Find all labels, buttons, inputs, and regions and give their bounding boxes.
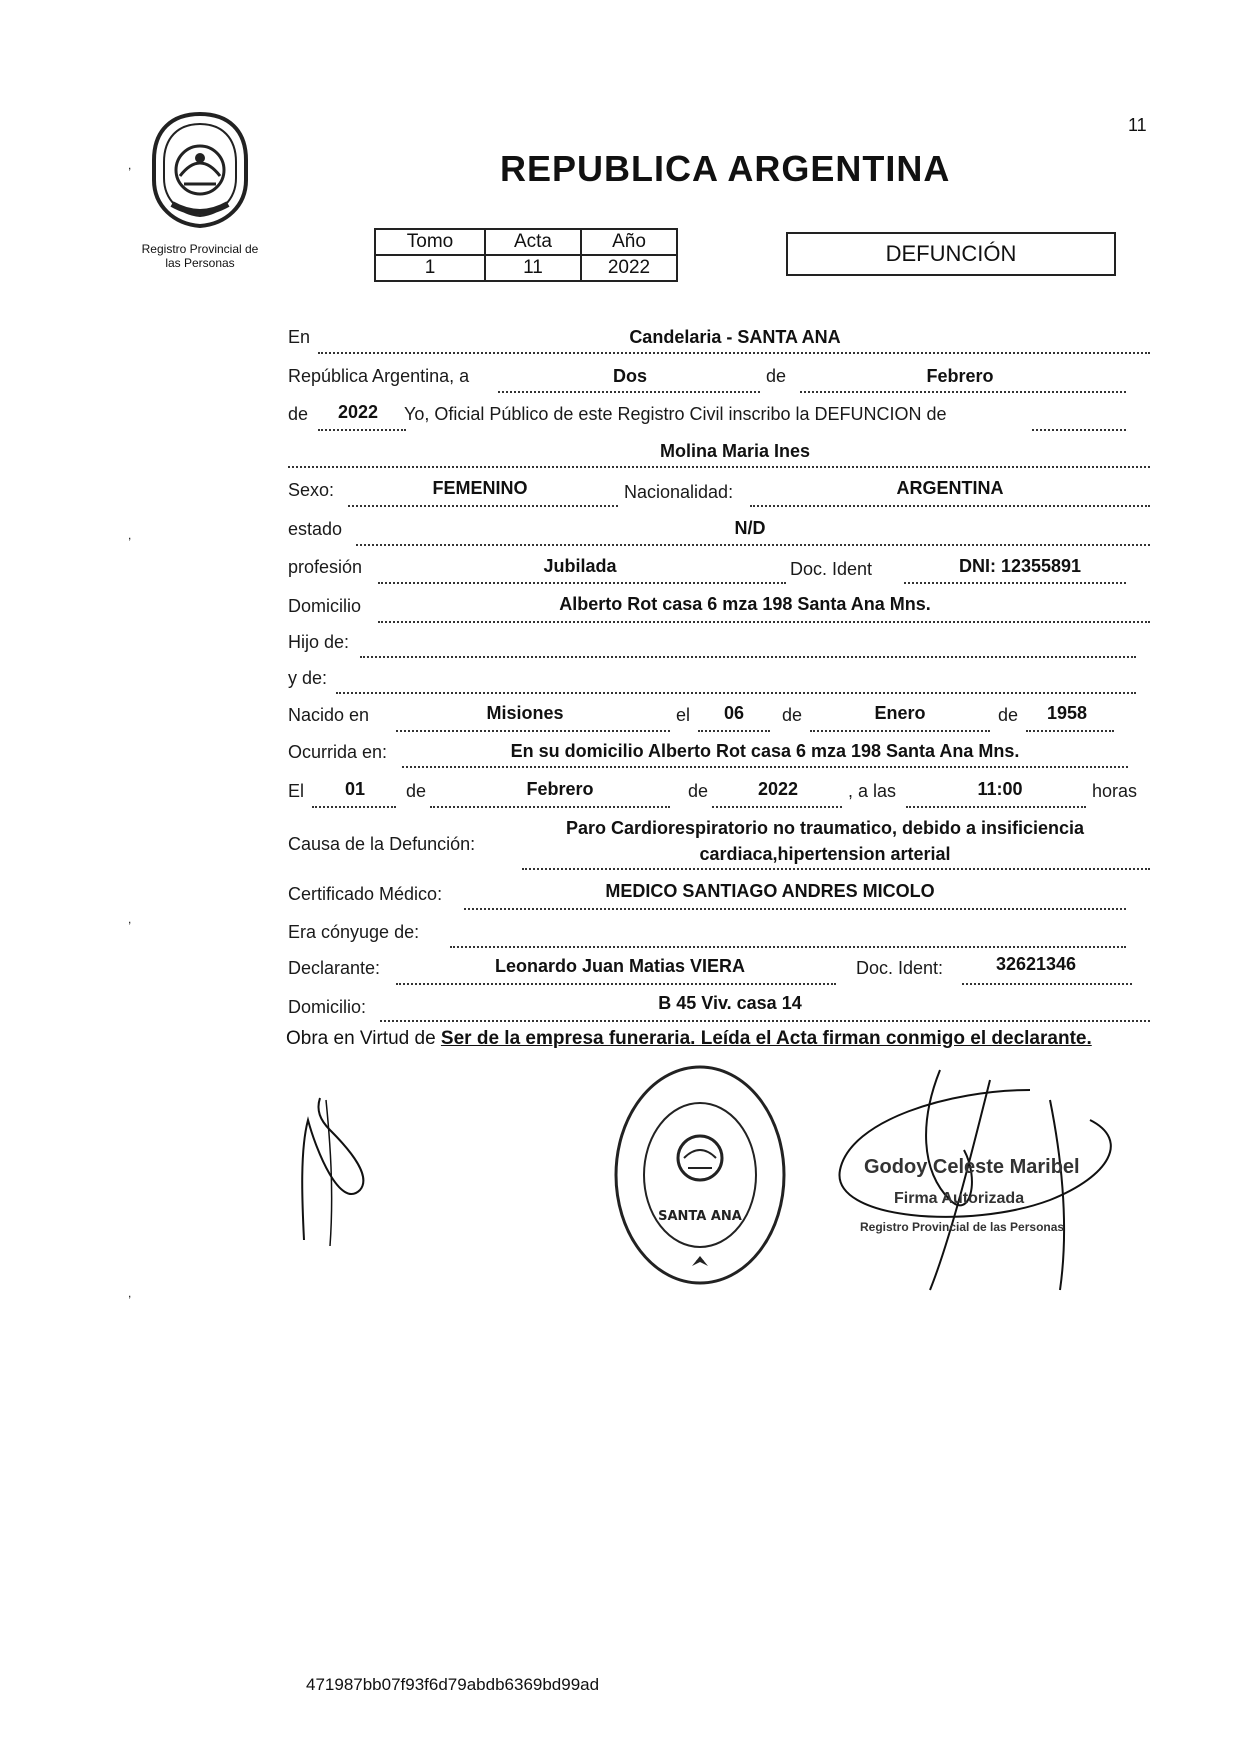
scan-mark: , bbox=[128, 528, 132, 542]
label-obra: Obra en Virtud de bbox=[286, 1028, 436, 1049]
label-causa: Causa de la Defunción: bbox=[288, 834, 476, 854]
label-el: el bbox=[676, 705, 691, 725]
line-doc bbox=[904, 582, 1126, 584]
label-domicilio: Domicilio bbox=[288, 596, 362, 616]
crest-caption: Registro Provincial de las Personas bbox=[141, 242, 259, 270]
value-anio: 2022 bbox=[337, 402, 379, 422]
obra-paragraph bbox=[286, 1027, 1148, 1051]
value-ocurrida: En su domicilio Alberto Rot casa 6 mza 198 Santa Ana Mns. bbox=[510, 741, 1020, 761]
line-anio bbox=[318, 429, 406, 431]
authority-signature bbox=[830, 1060, 1130, 1300]
label-declarante: Declarante: bbox=[288, 958, 381, 978]
value-nombre: Molina Maria Ines bbox=[659, 441, 811, 461]
record-value-tomo: 1 bbox=[375, 255, 485, 281]
line-certificado bbox=[464, 908, 1126, 910]
line-nac-dia bbox=[698, 730, 770, 732]
value-obra: Ser de la empresa funeraria. Leída el Acta firman conmigo el declarante. bbox=[440, 1028, 1092, 1049]
label-estado: estado bbox=[288, 519, 343, 539]
value-domicilio-declarante: B 45 Viv. casa 14 bbox=[658, 993, 802, 1013]
document-hash: 471987bb07f93f6d79abdb6369bd99ad bbox=[306, 1675, 600, 1694]
value-doc-declarante: 32621346 bbox=[995, 954, 1077, 974]
line-declarante bbox=[396, 983, 836, 985]
label-conyuge: Era cónyuge de: bbox=[288, 922, 420, 942]
value-def-anio: 2022 bbox=[757, 779, 799, 799]
label-certificado: Certificado Médico: bbox=[288, 884, 443, 904]
value-def-mes: Febrero bbox=[526, 779, 594, 799]
record-value-row bbox=[375, 255, 677, 281]
declarant-signature bbox=[290, 1090, 410, 1250]
label-doc: Doc. Ident bbox=[790, 559, 873, 579]
value-doc: DNI: 12355891 bbox=[958, 556, 1082, 576]
line-nombre bbox=[288, 466, 1150, 468]
label-en: En bbox=[288, 327, 311, 347]
line-def-mes bbox=[430, 806, 670, 808]
value-sexo: FEMENINO bbox=[432, 478, 528, 498]
value-estado: N/D bbox=[734, 518, 766, 538]
value-declarante: Leonardo Juan Matias VIERA bbox=[494, 956, 746, 976]
authority-role: Firma Autorizada bbox=[894, 1190, 1025, 1207]
record-header-row bbox=[375, 229, 677, 255]
document-type: DEFUNCIÓN bbox=[885, 241, 1017, 266]
line-nacionalidad bbox=[750, 505, 1150, 507]
label-y-de: y de: bbox=[288, 668, 328, 688]
line-profesion bbox=[378, 582, 786, 584]
label-de: de bbox=[766, 366, 787, 386]
line-def-dia bbox=[312, 806, 396, 808]
line-oficial bbox=[1032, 429, 1126, 431]
line-domicilio-declarante bbox=[380, 1020, 1150, 1022]
label-hijo: Hijo de: bbox=[288, 632, 350, 652]
authority-name: Godoy Celeste Maribel bbox=[864, 1156, 1080, 1178]
label-nacido: Nacido en bbox=[288, 705, 370, 725]
oficial-text: Yo, Oficial Público de este Registro Civil inscribo la DEFUNCION de bbox=[404, 404, 947, 424]
record-header: Acta bbox=[485, 229, 581, 255]
value-nacido-lugar: Misiones bbox=[486, 703, 564, 723]
value-dia: Dos bbox=[612, 366, 647, 386]
line-mes bbox=[800, 391, 1126, 393]
line-sexo bbox=[348, 505, 618, 507]
value-nac-anio: 1958 bbox=[1046, 703, 1088, 723]
line-estado bbox=[356, 544, 1150, 546]
record-table bbox=[374, 228, 678, 282]
label-horas: horas bbox=[1092, 781, 1138, 801]
label-profesion: profesión bbox=[288, 557, 363, 577]
document-type-box bbox=[786, 232, 1116, 276]
label-de-anio: de bbox=[288, 404, 309, 424]
label-doc-declarante: Doc. Ident: bbox=[856, 958, 944, 978]
stamp-inner-text: SANTA ANA bbox=[658, 1209, 742, 1224]
page-title: REPUBLICA ARGENTINA bbox=[500, 148, 951, 189]
label-domicilio-declarante: Domicilio: bbox=[288, 997, 367, 1017]
line-domicilio bbox=[378, 621, 1150, 623]
value-mes: Febrero bbox=[926, 366, 994, 386]
line-causa bbox=[522, 868, 1150, 870]
label-ocurrida: Ocurrida en: bbox=[288, 742, 388, 762]
line-conyuge bbox=[450, 946, 1126, 948]
value-profesion: Jubilada bbox=[543, 556, 617, 576]
label-sexo: Sexo: bbox=[288, 480, 335, 500]
line-nac-anio bbox=[1026, 730, 1114, 732]
value-localidad: Candelaria - SANTA ANA bbox=[629, 327, 841, 347]
official-stamp bbox=[610, 1060, 790, 1290]
value-causa: Paro Cardiorespiratorio no traumatico, debido a insificiencia cardiaca,hipertension arterial bbox=[565, 818, 1085, 864]
scan-mark: , bbox=[128, 158, 132, 172]
label-de-nac: de bbox=[782, 705, 803, 725]
line-nacido-lugar bbox=[396, 730, 670, 732]
line-hora bbox=[906, 806, 1086, 808]
line-hijo bbox=[360, 656, 1136, 658]
line-doc-declarante bbox=[962, 983, 1132, 985]
label-de-nac2: de bbox=[998, 705, 1019, 725]
line-nac-mes bbox=[810, 730, 990, 732]
label-el-def: El bbox=[288, 781, 305, 801]
record-value-anio: 2022 bbox=[581, 255, 677, 281]
value-nac-mes: Enero bbox=[874, 703, 926, 723]
page-number: 11 bbox=[1128, 115, 1147, 135]
value-nacionalidad: ARGENTINA bbox=[896, 478, 1004, 498]
label-de-def2: de bbox=[688, 781, 709, 801]
value-domicilio: Alberto Rot casa 6 mza 198 Santa Ana Mns. bbox=[559, 594, 931, 614]
line-ocurrida bbox=[402, 766, 1128, 768]
label-nacionalidad: Nacionalidad: bbox=[624, 482, 734, 502]
value-nac-dia: 06 bbox=[723, 703, 745, 723]
record-header: Tomo bbox=[375, 229, 485, 255]
line-dia bbox=[498, 391, 760, 393]
label-de-def: de bbox=[406, 781, 427, 801]
scan-mark: , bbox=[128, 1286, 132, 1300]
label-republica: República Argentina, a bbox=[288, 366, 470, 386]
scan-mark: , bbox=[128, 912, 132, 926]
line-en bbox=[318, 352, 1150, 354]
line-y-de bbox=[336, 692, 1136, 694]
record-header: Año bbox=[581, 229, 677, 255]
crest-icon bbox=[148, 110, 252, 230]
value-hora: 11:00 bbox=[977, 779, 1023, 799]
label-a-las: , a las bbox=[848, 781, 897, 801]
authority-office: Registro Provincial de las Personas bbox=[860, 1220, 1065, 1234]
value-certificado: MEDICO SANTIAGO ANDRES MICOLO bbox=[605, 881, 935, 901]
line-def-anio bbox=[712, 806, 842, 808]
value-def-dia: 01 bbox=[344, 779, 366, 799]
record-value-acta: 11 bbox=[485, 255, 581, 281]
